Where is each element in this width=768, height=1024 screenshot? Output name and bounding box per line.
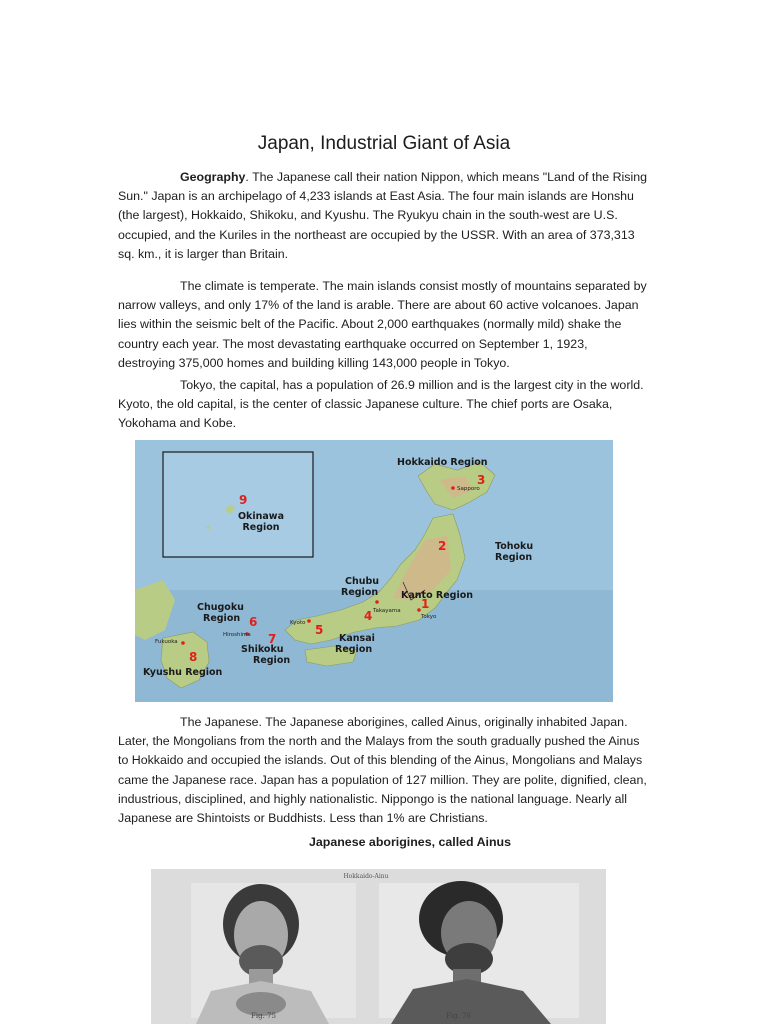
- photo-caption: Japanese aborigines, called Ainus: [309, 835, 511, 849]
- japanese-people-paragraph: [118, 713, 648, 828]
- region-number-1: 1: [421, 597, 430, 611]
- region-number-9: 9: [239, 493, 248, 507]
- tokyo-text: Tokyo, the capital, has a population of 26.9 million and is the largest city in the world. Kyoto, the old capital, is the center of classic Japanese culture. The chief ports are Osaka, Yokohama and Kobe.: [118, 378, 644, 431]
- region-number-8: 8: [189, 650, 198, 664]
- sapporo-city-label: Sapporo: [457, 486, 480, 492]
- okinawa-region-label-line1: Okinawa: [237, 511, 285, 522]
- hokkaido-region-label: Hokkaido Region: [397, 457, 488, 468]
- region-number-7: 7: [268, 632, 277, 646]
- kyushu-region-label: Kyushu Region: [143, 667, 223, 678]
- photo-plate-header: Hokkaido-Ainu: [343, 873, 389, 880]
- tohoku-region-label-line1: Tohoku: [495, 541, 534, 552]
- climate-paragraph: [118, 277, 648, 373]
- climate-text: The climate is temperate. The main islands consist mostly of mountains separated by narrow valleys, and only 17% of the land is arable. There are about 60 active volcanoes. Japan lies within the seismic belt of the Pacific. About 2,000 earthquakes (normally mild) shake the country each year. The most devastating earthquake occurred on September 1, 1923, destroying 375,000 homes and building killing 143,000 people in Tokyo.: [118, 279, 647, 370]
- kyoto-marker: [307, 619, 311, 623]
- hiroshima-city-label: Hiroshima: [223, 632, 251, 638]
- figure-label-left: Fig. 75: [251, 1012, 276, 1020]
- region-number-3: 3: [477, 473, 486, 487]
- okinawa-inset-box: [163, 452, 313, 557]
- chugoku-region-label-line2: Region: [203, 613, 241, 624]
- japanese-people-text: The Japanese. The Japanese aborigines, called Ainus, originally inhabited Japan. Later, the Mongolians from the north and the Malays from the south gradually pushed the Ainus to Hokkaido and occupied the islands. Out of this blending of the Ainus, Mongolians and Malays came the Japanese race. Japan has a population of 127 million. They are polite, dignified, clean, industrious, disciplined, and highly nationalistic. Nippongo is the national language. Nearly all Japanese are Shintoists or Buddhists. Less than 1% are Christians.: [118, 715, 647, 826]
- geography-heading: Geography: [180, 170, 246, 184]
- right-portrait: [379, 881, 579, 1024]
- region-number-5: 5: [315, 623, 324, 637]
- region-number-2: 2: [438, 539, 447, 553]
- geography-paragraph: [118, 168, 648, 264]
- left-portrait: [191, 883, 356, 1024]
- region-number-4: 4: [364, 609, 373, 623]
- chubu-region-label-line1: Chubu: [345, 576, 380, 587]
- kansai-region-label-line2: Region: [335, 644, 373, 655]
- fukuoka-city-label: Fukuoka: [155, 639, 178, 645]
- tokyo-paragraph: [118, 376, 648, 434]
- chugoku-region-label-line1: Chugoku: [197, 602, 244, 613]
- japan-regions-map: [135, 440, 613, 702]
- page-title: Japan, Industrial Giant of Asia: [257, 133, 511, 154]
- shikoku-region-label-line2: Region: [253, 655, 291, 666]
- geography-text: . The Japanese call their nation Nippon, which means "Land of the Rising Sun." Japan is an archipelago of 4,233 islands at East Asia. The four main islands are Honshu (the largest), Hokkaido, Shikoku, and Kyushu. The Ryukyu chain in the south-west are U.S. occupied, and the Kuriles in the northeast are occupied by the USSR. With an area of 373,313 sq. km., it is larger than Britain.: [118, 170, 648, 261]
- fukuoka-marker: [181, 641, 185, 645]
- region-number-6: 6: [249, 615, 258, 629]
- takayama-city-label: Takayama: [373, 608, 401, 614]
- kansai-region-label-line1: Kansai: [339, 633, 375, 644]
- sapporo-marker: [451, 486, 455, 490]
- tokyo-city-label: Tokyo: [421, 614, 437, 620]
- takayama-marker: [375, 600, 379, 604]
- kanto-region-label: Kanto Region: [401, 590, 474, 601]
- tohoku-region-label-line2: Region: [495, 552, 533, 563]
- shikoku-region-label-line1: Shikoku: [241, 644, 284, 655]
- tokyo-marker: [417, 608, 421, 612]
- ainu-portraits-graphic: [151, 869, 606, 1024]
- ainu-photographs: [151, 869, 606, 1024]
- chubu-region-label-line2: Region: [341, 587, 379, 598]
- okinawa-region-label-line2: Region: [242, 522, 280, 533]
- map-graphic: [135, 440, 613, 702]
- figure-label-right: Fig. 76: [446, 1012, 471, 1020]
- kyoto-city-label: Kyoto: [290, 620, 306, 626]
